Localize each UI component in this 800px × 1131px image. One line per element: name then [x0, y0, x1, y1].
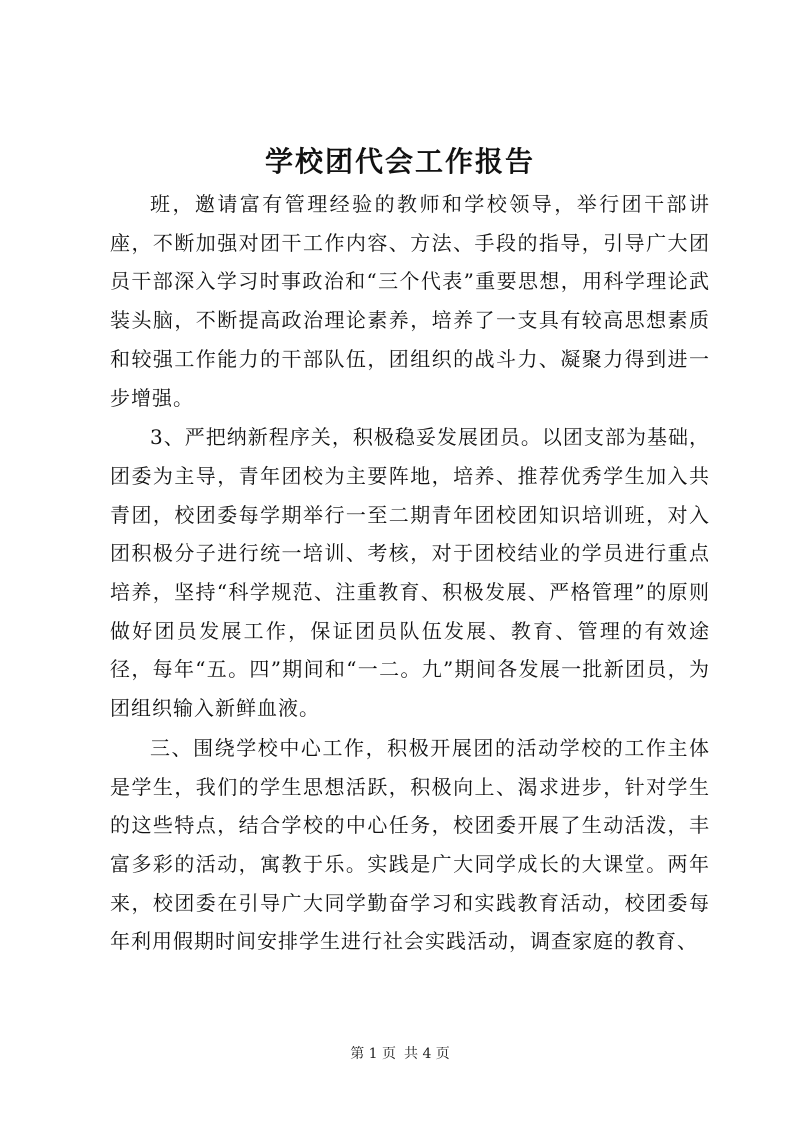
page-title: 学校团代会工作报告: [264, 145, 535, 178]
page-number: 第 1 页: [350, 1046, 396, 1062]
paragraph-1: 班，邀请富有管理经验的教师和学校领导，举行团干部讲座，不断加强对团干工作内容、方法、手段的指导，引导广大团员干部深入学习时事政治和“三个代表”重要思想，用科学理论武装头脑，不断提高政治理论素养，培养了一支具有较高思想素质和较强工作能力的干部队伍，团组织的战斗力、凝聚力得到进一步增强。: [110, 192, 710, 410]
page-total: 共 4 页: [404, 1046, 450, 1062]
document-body: [110, 185, 710, 961]
paragraph-3: 三、围绕学校中心工作，积极开展团的活动学校的工作主体是学生，我们的学生思想活跃，积极向上、渴求进步，针对学生的这些特点，结合学校的中心任务，校团委开展了生动活泼，丰富多彩的活动，寓教于乐。实践是广大同学成长的大课堂。两年来，校团委在引导广大同学勤奋学习和实践教育活动，校团委每年利用假期时间安排学生进行社会实践活动，调查家庭的教育、: [110, 735, 710, 954]
paragraph-2: 3、严把纳新程序关，积极稳妥发展团员。以团支部为基础，团委为主导，青年团校为主要阵地，培养、推荐优秀学生加入共青团，校团委每学期举行一至二期青年团校团知识培训班，对入团积极分子进行统一培训、考核，对于团校结业的学员进行重点培养，坚持“科学规范、注重教育、积极发展、严格管理”的原则做好团员发展工作，保证团员队伍发展、教育、管理的有效途径，每年“五。四”期间和“一二。九”期间各发展一批新团员，为团组织输入新鲜血液。: [110, 425, 710, 721]
page-footer: [0, 1044, 800, 1064]
